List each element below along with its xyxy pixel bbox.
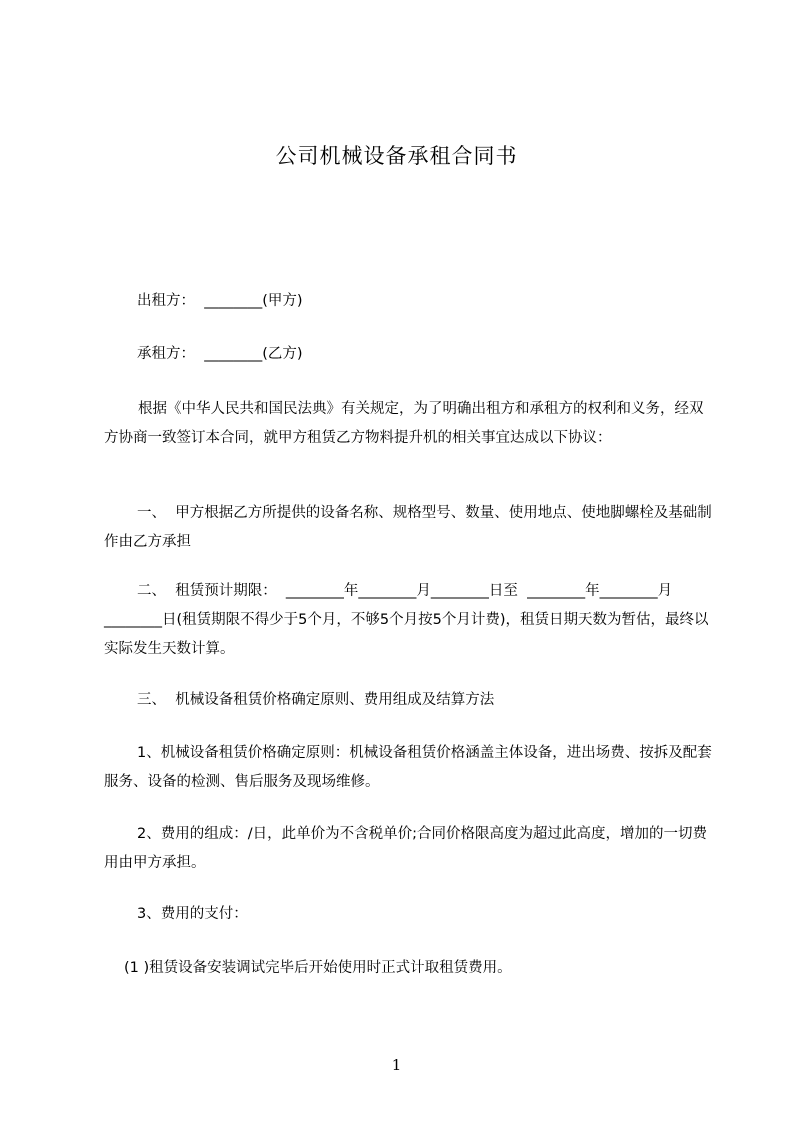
lessee-line: 承租方： ________(乙方): [137, 346, 303, 362]
lessor-line: 出租方： ________(甲方): [137, 293, 303, 309]
clause-1: 一、 甲方根据乙方所提供的设备名称、规格型号、数量、使用地点、使地脚螺栓及基础制作由乙方承担: [104, 505, 712, 550]
document-title: 公司机械设备承租合同书: [275, 144, 518, 168]
clause-3-2: 2、费用的组成：/日，此单价为不含税单价;合同价格限高度为超过此高度，增加的一切费用由甲方承担。: [104, 826, 707, 871]
clause-2: 二、 租赁预计期限： ________年________月________日至 ________年________月________日(租赁期限不得少于5个月，不够5个月按5个月计费)，租赁日期天数为暂估，最终以实际发生天数计算。: [104, 583, 709, 657]
clause-3-3-1: (1 )租赁设备安装调试完毕后开始使用时正式计取租赁费用。: [124, 960, 512, 976]
intro-paragraph: 根据《中华人民共和国民法典》有关规定，为了明确出租方和承租方的权利和义务，经双方协商一致签订本合同，就甲方租赁乙方物料提升机的相关事宜达成以下协议：: [104, 401, 704, 446]
clause-3-1: 1、机械设备租赁价格确定原则：机械设备租赁价格涵盖主体设备，进出场费、按拆及配套服务、设备的检测、售后服务及现场维修。: [104, 745, 712, 790]
page-number: 1: [391, 1056, 402, 1074]
clause-3-3: 3、费用的支付：: [137, 906, 248, 922]
clause-3: 三、 机械设备租赁价格确定原则、费用组成及结算方法: [137, 692, 495, 708]
